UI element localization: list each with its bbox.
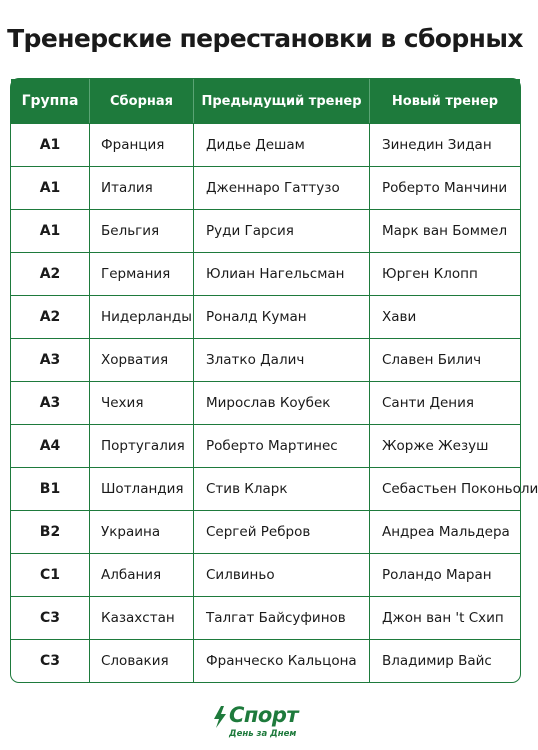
cell-team: Чехия xyxy=(90,382,194,424)
cell-previous-coach: Мирослав Коубек xyxy=(194,382,370,424)
cell-team: Франция xyxy=(90,124,194,166)
cell-group: A2 xyxy=(11,296,90,338)
cell-previous-coach: Талгат Байсуфинов xyxy=(194,597,370,639)
cell-new-coach: Славен Билич xyxy=(382,352,482,368)
cell-team: Хорватия xyxy=(90,339,194,381)
cell-team: Португалия xyxy=(90,425,194,467)
header-group: Группа xyxy=(11,79,90,123)
table-row xyxy=(11,295,520,338)
cell-previous-coach: Руди Гарсия xyxy=(194,210,370,252)
cell-previous-coach: Дженнаро Гаттузо xyxy=(194,167,370,209)
cell-team: Нидерланды xyxy=(90,296,194,338)
cell-group: A2 xyxy=(11,253,90,295)
header-team: Сборная xyxy=(90,79,194,123)
cell-group: A4 xyxy=(11,425,90,467)
table-row xyxy=(11,123,520,166)
cell-previous-coach: Златко Далич xyxy=(194,339,370,381)
cell-previous-coach: Сергей Ребров xyxy=(194,511,370,553)
cell-previous-coach: Юлиан Нагельсман xyxy=(194,253,370,295)
cell-new-coach: Юрген Клопп xyxy=(382,266,478,282)
cell-new-coach: Джон ван 't Схип xyxy=(382,610,504,626)
table-row xyxy=(11,424,520,467)
cell-group: C3 xyxy=(11,597,90,639)
table-header xyxy=(11,79,520,123)
cell-new-coach: Андреа Мальдера xyxy=(382,524,510,540)
cell-group: C1 xyxy=(11,554,90,596)
lightning-bolt-icon xyxy=(212,706,228,728)
cell-group: A3 xyxy=(11,382,90,424)
cell-previous-coach: Роналд Куман xyxy=(194,296,370,338)
cell-group: A3 xyxy=(11,339,90,381)
cell-previous-coach: Франческо Кальцона xyxy=(194,640,370,682)
header-previous-coach: Предыдущий тренер xyxy=(194,79,370,123)
cell-previous-coach: Роберто Мартинес xyxy=(194,425,370,467)
coach-changes-table xyxy=(10,78,538,683)
cell-new-coach: Санти Дения xyxy=(382,395,475,411)
cell-new-coach: Зинедин Зидан xyxy=(382,137,492,153)
table-row xyxy=(11,209,520,252)
cell-previous-coach: Стив Кларк xyxy=(194,468,370,510)
cell-team: Словакия xyxy=(90,640,194,682)
table-row xyxy=(11,639,520,682)
table-row xyxy=(11,467,538,510)
cell-group: A1 xyxy=(11,167,90,209)
brand-logo xyxy=(212,703,322,743)
table-row xyxy=(11,338,520,381)
header-new-coach: Новый тренер xyxy=(391,93,499,109)
cell-team: Шотландия xyxy=(90,468,194,510)
table-body xyxy=(11,123,538,682)
table-row xyxy=(11,252,520,295)
cell-team: Бельгия xyxy=(90,210,194,252)
cell-group: A1 xyxy=(11,210,90,252)
cell-new-coach: Роберто Манчини xyxy=(382,180,508,196)
table-row xyxy=(11,381,520,424)
cell-new-coach: Себастьен Поконьоли xyxy=(382,481,538,497)
cell-team: Албания xyxy=(90,554,194,596)
cell-new-coach: Жорже Жезуш xyxy=(382,438,489,454)
page-title: Тренерские перестановки в сборных xyxy=(7,24,523,53)
cell-new-coach: Марк ван Боммел xyxy=(382,223,508,239)
table-row xyxy=(11,166,520,209)
cell-group: A1 xyxy=(11,124,90,166)
cell-group: B2 xyxy=(11,511,90,553)
table-row xyxy=(11,553,520,596)
table-row xyxy=(11,596,520,639)
cell-previous-coach: Силвиньо xyxy=(194,554,370,596)
cell-new-coach: Хави xyxy=(382,309,417,325)
cell-group: B1 xyxy=(11,468,90,510)
cell-team: Италия xyxy=(90,167,194,209)
cell-group: C3 xyxy=(11,640,90,682)
cell-team: Украина xyxy=(90,511,194,553)
table-row xyxy=(11,510,520,553)
brand-tagline: День за Днем xyxy=(229,729,297,739)
cell-new-coach: Владимир Вайс xyxy=(382,653,492,669)
cell-new-coach: Роландо Маран xyxy=(382,567,492,583)
cell-team: Казахстан xyxy=(90,597,194,639)
brand-name: Спорт xyxy=(229,703,299,727)
cell-previous-coach: Дидье Дешам xyxy=(194,124,370,166)
cell-team: Германия xyxy=(90,253,194,295)
